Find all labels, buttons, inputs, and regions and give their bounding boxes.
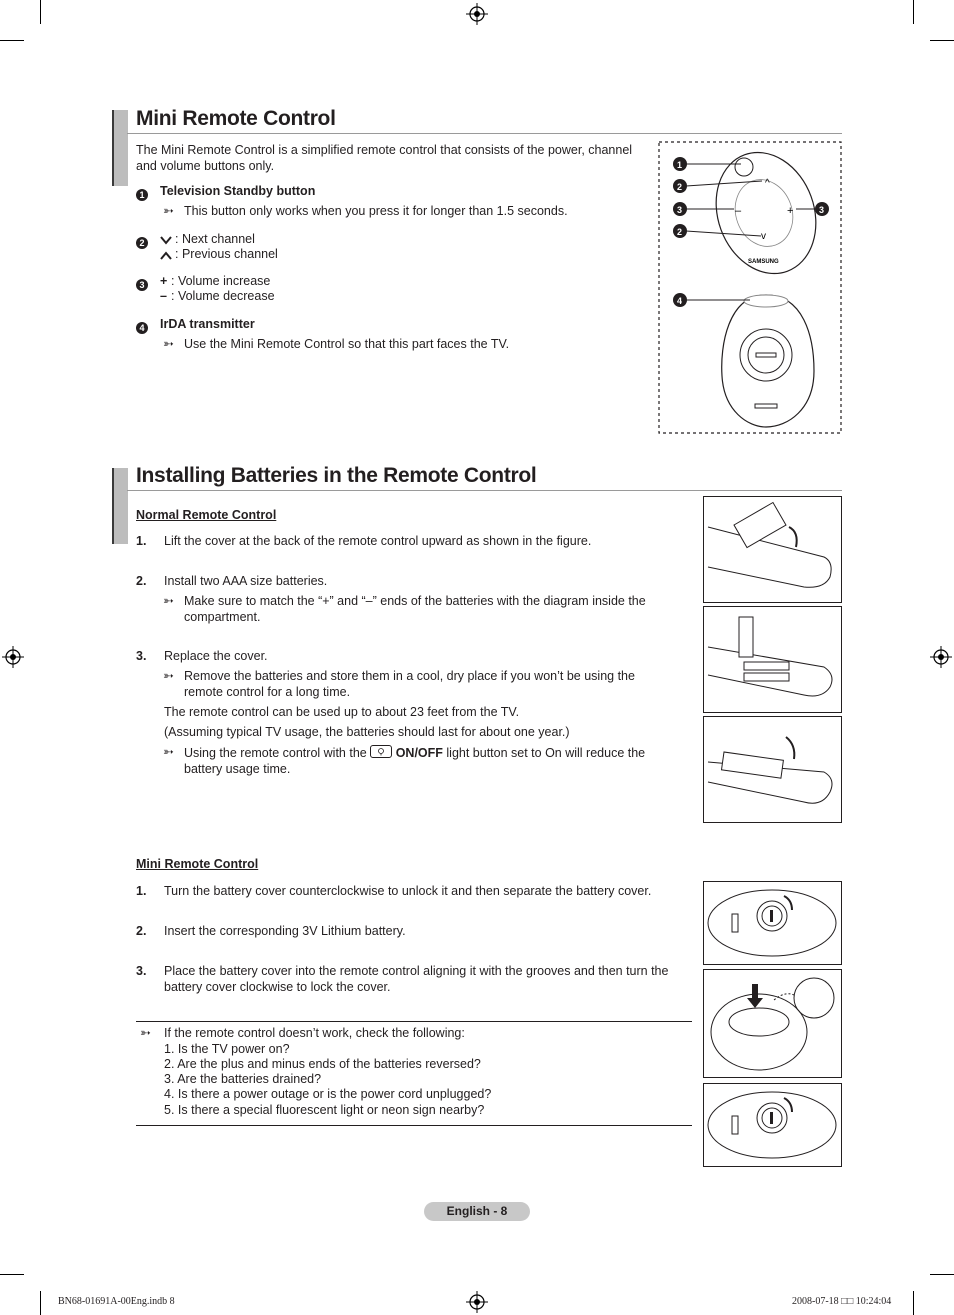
note-arrow-icon: ➳ bbox=[163, 336, 174, 351]
brand-label: SAMSUNG bbox=[748, 259, 779, 265]
intro-text: The Mini Remote Control is a simplified remote control that consists of the power, channel and volume buttons only. bbox=[136, 143, 633, 173]
crop-mark bbox=[930, 1274, 954, 1275]
page-number-label: English - 8 bbox=[424, 1202, 530, 1221]
title-rule bbox=[127, 133, 842, 134]
remote-back-illustration bbox=[722, 295, 814, 427]
step-number: 3. bbox=[136, 964, 147, 978]
svg-text:–: – bbox=[735, 205, 742, 217]
troubleshoot-check: 5. Is there a special fluorescent light or neon sign nearby? bbox=[164, 1103, 485, 1117]
callout-badge: 4 bbox=[136, 318, 148, 336]
svg-text:2: 2 bbox=[677, 182, 683, 192]
svg-text:v: v bbox=[761, 231, 766, 242]
svg-text:3: 3 bbox=[677, 205, 683, 215]
svg-text:3: 3 bbox=[819, 205, 825, 215]
channel-prev-text: : Previous channel bbox=[175, 247, 278, 261]
item-heading: Television Standby button bbox=[160, 184, 316, 198]
step-number: 2. bbox=[136, 574, 147, 588]
minus-symbol: – bbox=[160, 289, 167, 303]
print-stamp: 2008-07-18 □□ 10:24:04 bbox=[792, 1296, 892, 1307]
svg-text:4: 4 bbox=[677, 296, 683, 306]
step-text: Insert the corresponding 3V Lithium battery. bbox=[164, 924, 406, 938]
troubleshoot-check: 4. Is there a power outage or is the power cord unplugged? bbox=[164, 1087, 492, 1101]
crop-mark bbox=[40, 0, 41, 24]
step-text: Place the battery cover into the remote control aligning it with the grooves and then turn the battery cover clockwise to lock the cover. bbox=[164, 964, 669, 994]
svg-text:2: 2 bbox=[677, 227, 683, 237]
registration-mark-icon bbox=[930, 646, 952, 668]
crop-mark bbox=[0, 1274, 24, 1275]
note-arrow-icon: ➳ bbox=[163, 593, 174, 608]
svg-text:^: ^ bbox=[765, 178, 770, 189]
light-button-icon bbox=[370, 745, 392, 758]
mini-remote-figure bbox=[658, 141, 842, 434]
callout-badge: 2 bbox=[136, 233, 148, 251]
note-arrow-icon: ➳ bbox=[163, 668, 174, 683]
step-text: Install two AAA size batteries. bbox=[164, 574, 328, 588]
troubleshoot-intro: If the remote control doesn’t work, check the following: bbox=[164, 1026, 465, 1040]
subsection-heading: Normal Remote Control bbox=[136, 508, 277, 522]
step-text: Lift the cover at the back of the remote control upward as shown in the figure. bbox=[164, 534, 592, 548]
volume-down-text: : Volume decrease bbox=[171, 289, 275, 303]
callout-badge: 1 bbox=[136, 185, 148, 203]
volume-up-text: : Volume increase bbox=[171, 274, 271, 288]
step-number: 1. bbox=[136, 534, 147, 548]
troubleshoot-check: 2. Are the plus and minus ends of the batteries reversed? bbox=[164, 1057, 481, 1071]
crop-mark bbox=[913, 0, 914, 24]
item-note: This button only works when you press it for longer than 1.5 seconds. bbox=[184, 204, 568, 218]
step-note: Remove the batteries and store them in a cool, dry place if you won’t be using the remote control for a long time. bbox=[184, 669, 635, 699]
note-arrow-icon: ➳ bbox=[140, 1025, 151, 1040]
step-number: 1. bbox=[136, 884, 147, 898]
registration-mark-icon bbox=[466, 1291, 488, 1313]
svg-text:+: + bbox=[787, 205, 794, 217]
step-number: 3. bbox=[136, 649, 147, 663]
lithium-battery-insert-figure bbox=[703, 969, 842, 1078]
channel-next-text: : Next channel bbox=[175, 232, 255, 246]
note-arrow-icon: ➳ bbox=[163, 203, 174, 218]
item-note: Use the Mini Remote Control so that this part faces the TV. bbox=[184, 337, 510, 351]
section-side-bar bbox=[112, 468, 128, 544]
section-title: Mini Remote Control bbox=[136, 107, 336, 130]
step-text: Turn the battery cover counterclockwise to unlock it and then separate the battery cover. bbox=[164, 884, 652, 898]
crop-mark bbox=[40, 1291, 41, 1315]
battery-cover-lift-figure bbox=[703, 496, 842, 603]
battery-cover-replace-figure bbox=[703, 716, 842, 823]
chevron-up-icon bbox=[159, 251, 173, 261]
step-note: Make sure to match the “+” and “–” ends of the batteries with the diagram inside the compartment. bbox=[184, 594, 646, 624]
note-bottom-rule bbox=[136, 1125, 692, 1126]
remote-front-illustration bbox=[700, 141, 833, 288]
mini-cover-unlock-figure bbox=[703, 881, 842, 965]
mini-cover-lock-figure bbox=[703, 1083, 842, 1167]
registration-mark-icon bbox=[2, 646, 24, 668]
crop-mark bbox=[913, 1291, 914, 1315]
note-arrow-icon: ➳ bbox=[163, 744, 174, 759]
title-rule bbox=[127, 490, 842, 491]
section-side-bar bbox=[112, 110, 128, 186]
subsection-heading: Mini Remote Control bbox=[136, 857, 259, 871]
troubleshoot-check: 1. Is the TV power on? bbox=[164, 1042, 290, 1056]
step-number: 2. bbox=[136, 924, 147, 938]
file-name: BN68-01691A-00Eng.indb 8 bbox=[58, 1296, 175, 1307]
range-text: The remote control can be used up to about 23 feet from the TV. bbox=[164, 705, 520, 719]
chevron-down-icon bbox=[159, 235, 173, 245]
registration-mark-icon bbox=[466, 3, 488, 25]
svg-text:1: 1 bbox=[677, 160, 683, 170]
note-top-rule bbox=[136, 1021, 692, 1022]
crop-mark bbox=[930, 40, 954, 41]
troubleshoot-check: 3. Are the batteries drained? bbox=[164, 1072, 322, 1086]
battery-insert-figure bbox=[703, 606, 842, 713]
section-title: Installing Batteries in the Remote Control bbox=[136, 464, 537, 487]
assume-text: (Assuming typical TV usage, the batteries should last for about one year.) bbox=[164, 725, 570, 739]
light-note: Using the remote control with the ON/OFF light button set to On will reduce the battery usage time. bbox=[184, 746, 646, 776]
step-text: Replace the cover. bbox=[164, 649, 268, 663]
plus-symbol: + bbox=[160, 274, 168, 288]
item-heading: IrDA transmitter bbox=[160, 317, 255, 331]
callout-badge: 3 bbox=[136, 275, 148, 293]
crop-mark bbox=[0, 40, 24, 41]
